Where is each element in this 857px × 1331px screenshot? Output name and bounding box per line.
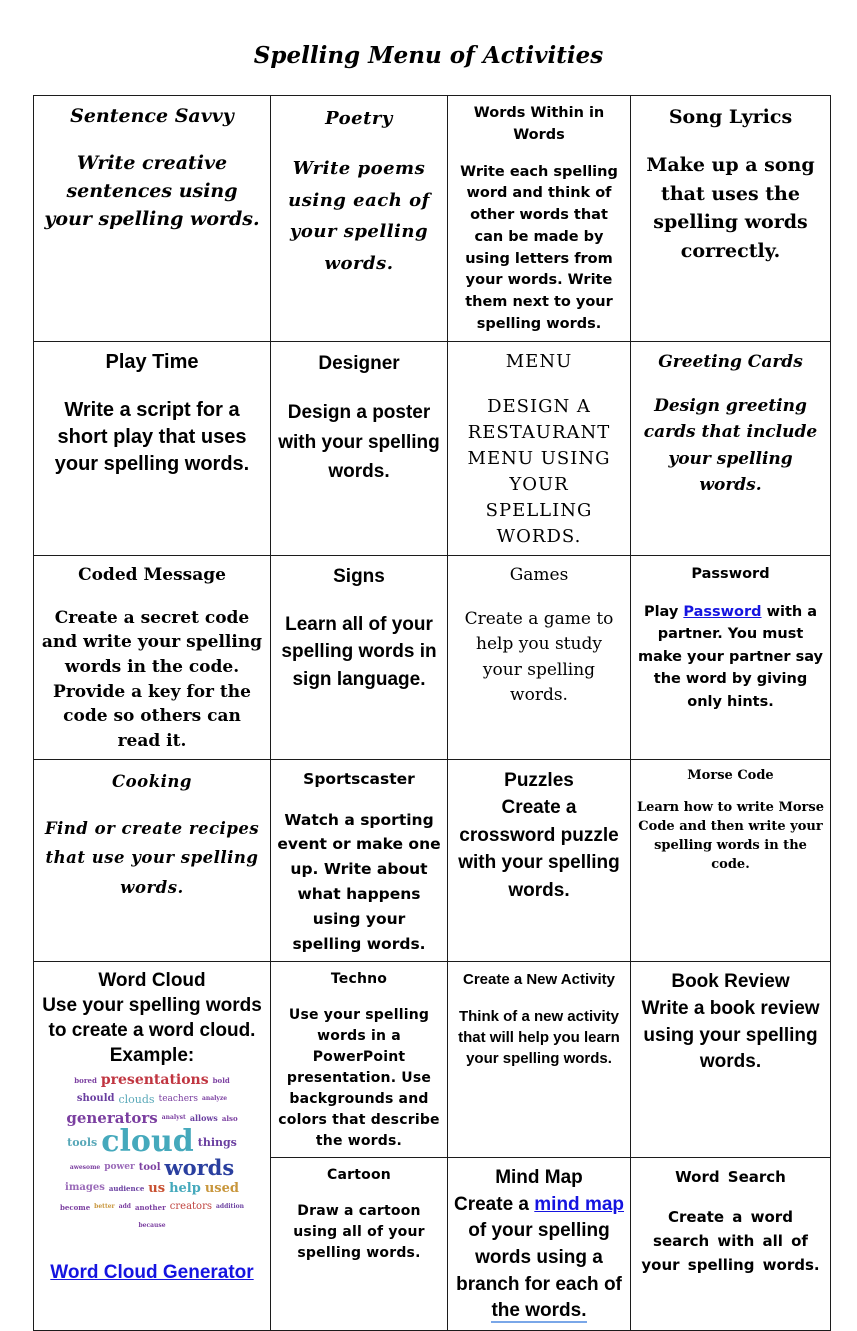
cell-word-search [631,1158,831,1331]
word-cloud-word: power [104,1162,135,1173]
cell-title: Create a New Activity [462,971,615,989]
cell-body: Think of a new activity that will help you learn your spelling words. [458,1008,620,1068]
cell-title: Word Cloud [98,970,206,992]
word-cloud-word: better [94,1203,115,1211]
word-cloud-word: creators [169,1201,212,1213]
cell-body: Write a book review using your spelling words. [641,998,820,1073]
word-cloud-word: allows [189,1113,218,1124]
word-cloud-word: add [118,1203,131,1211]
cell-title: Designer [318,352,400,374]
cell-games [448,556,631,759]
cell-title: Play Time [105,350,199,373]
cell-title: Sentence Savvy [70,105,234,127]
cell-book-review [631,962,831,1158]
word-cloud-word: tool [138,1161,161,1173]
cell-title: Song Lyrics [668,106,793,128]
cell-body: Use your spelling words in a PowerPoint presentation. Use backgrounds and colors that describe the words. [278,1007,440,1150]
cell-mind-map [448,1158,631,1331]
word-cloud-word: us [148,1180,166,1196]
cell-sentence-savvy [34,96,271,342]
cell-greeting-cards [631,341,831,556]
word-cloud-word: bold [212,1075,230,1085]
word-cloud-word: clouds [118,1092,155,1106]
cell-title: Cooking [112,771,192,791]
cell-play-time [34,341,271,556]
word-cloud-word: audience [108,1183,145,1193]
cell-song-lyrics [631,96,831,342]
cell-title: Mind Map [495,1167,583,1189]
cell-body: Design greeting cards that include your spelling words. [643,395,818,495]
activities-table [33,95,831,1331]
page-title: Spelling Menu of Activities [253,42,604,69]
cell-body: Create a crossword puzzle with your spelling words. [458,797,620,901]
word-cloud-word: images [65,1182,105,1194]
cell-body: Create a secret code and write your spelling words in the code. Provide a key for the code so others can read it. [41,607,263,751]
cell-body [637,601,824,713]
cell-body: Write each spelling word and think of other words that can be made by using letters from your words. Write them next to your spelling words. [460,163,618,332]
cell-body: Draw a cartoon using all of your spelling words. [293,1202,425,1261]
mind-map-body-mid: of your spelling words using a branch for each of [456,1220,622,1295]
word-cloud-word: help [169,1180,201,1196]
cell-body: Write creative sentences using your spelling words. [44,152,260,230]
cell-title: Puzzles [504,769,574,791]
mind-map-link[interactable]: mind map [534,1193,625,1215]
word-cloud-word: also [221,1113,238,1123]
password-link[interactable]: Password [683,603,762,620]
cell-body [454,1192,624,1325]
cell-puzzles [448,759,631,962]
cell-password [631,556,831,759]
word-cloud-word: analyze [201,1095,228,1103]
word-cloud-generator-link[interactable]: Word Cloud Generator [50,1262,254,1284]
cell-body: Learn all of your spelling words in sign language. [281,613,437,690]
word-cloud-word: generators [66,1108,158,1127]
cell-word-cloud [34,962,271,1330]
word-cloud-word: become [60,1202,91,1212]
cell-title: Word Search [675,1168,786,1187]
cell-cartoon [271,1158,448,1331]
cell-body: Design a poster with your spelling words. [278,402,440,482]
cell-body: Create a game to help you study your spelling words. [464,608,614,706]
cell-body: DESIGN A RESTAURANT MENU USING YOUR SPELLING WORDS. [467,395,611,548]
cell-morse-code [631,759,831,962]
cell-title: Morse Code [687,767,774,783]
cell-title: Greeting Cards [658,351,803,372]
cell-poetry [271,96,448,342]
cell-cooking [34,759,271,962]
word-cloud-word: another [135,1202,166,1212]
cell-body: Watch a sporting event or make one up. Write about what happens using your spelling words. [277,810,441,953]
word-cloud-word: bored [74,1075,97,1085]
cell-title: Poetry [325,108,393,129]
cell-techno [271,962,448,1158]
cell-designer [271,341,448,556]
cell-coded-message [34,556,271,759]
word-cloud-word: addition [215,1203,244,1211]
cell-title: Book Review [671,971,790,993]
word-cloud-word: words [164,1155,235,1181]
mind-map-body-pre: Create a [454,1193,535,1215]
word-cloud-word: awesome [69,1163,101,1171]
cell-body: Learn how to write Morse Code and then write your spelling words in the code. [637,800,824,872]
cell-body: Write a script for a short play that uses your spelling words. [54,398,250,475]
word-cloud-word: should [76,1093,115,1105]
cell-sportscaster [271,759,448,962]
word-cloud-word: presentations [100,1072,209,1089]
cell-title: Words Within in Words [473,105,605,143]
word-cloud-word: because [138,1222,166,1230]
word-cloud-word: analyst [161,1114,186,1122]
word-cloud-image [52,1070,252,1235]
cell-title: Games [509,565,569,586]
cell-words-within [448,96,631,342]
cell-title: MENU [505,350,573,372]
word-cloud-word: used [204,1180,239,1196]
word-cloud-example-label: Example: [109,1044,195,1066]
cell-new-activity [448,962,631,1158]
word-cloud-word: teachers [158,1093,198,1104]
word-cloud-word: cloud [101,1124,194,1160]
cell-body: Create a word search with all of your spelling words. [641,1207,820,1274]
word-cloud-word: tools [67,1135,98,1149]
cell-title: Signs [333,566,385,588]
mind-map-body-tail: the words. [491,1300,587,1322]
cell-signs [271,556,448,759]
cell-body: Find or create recipes that use your spelling words. [44,818,260,897]
cell-title: Sportscaster [303,769,415,788]
password-body-pre: Play [643,603,684,620]
cell-title: Password [691,566,770,583]
cell-menu [448,341,631,556]
cell-title: Coded Message [78,565,226,586]
cell-body: Make up a song that uses the spelling words correctly. [646,154,815,262]
word-cloud-word: things [197,1135,237,1149]
cell-title: Techno [330,971,388,988]
cell-title: Cartoon [327,1167,391,1184]
word-cloud-instruction: Use your spelling words to create a word cloud. [42,995,262,1041]
cell-body: Write poems using each of your spelling words. [288,158,430,274]
password-body-post: with a partner. You must make your partner say the word by giving only hints. [638,603,823,710]
